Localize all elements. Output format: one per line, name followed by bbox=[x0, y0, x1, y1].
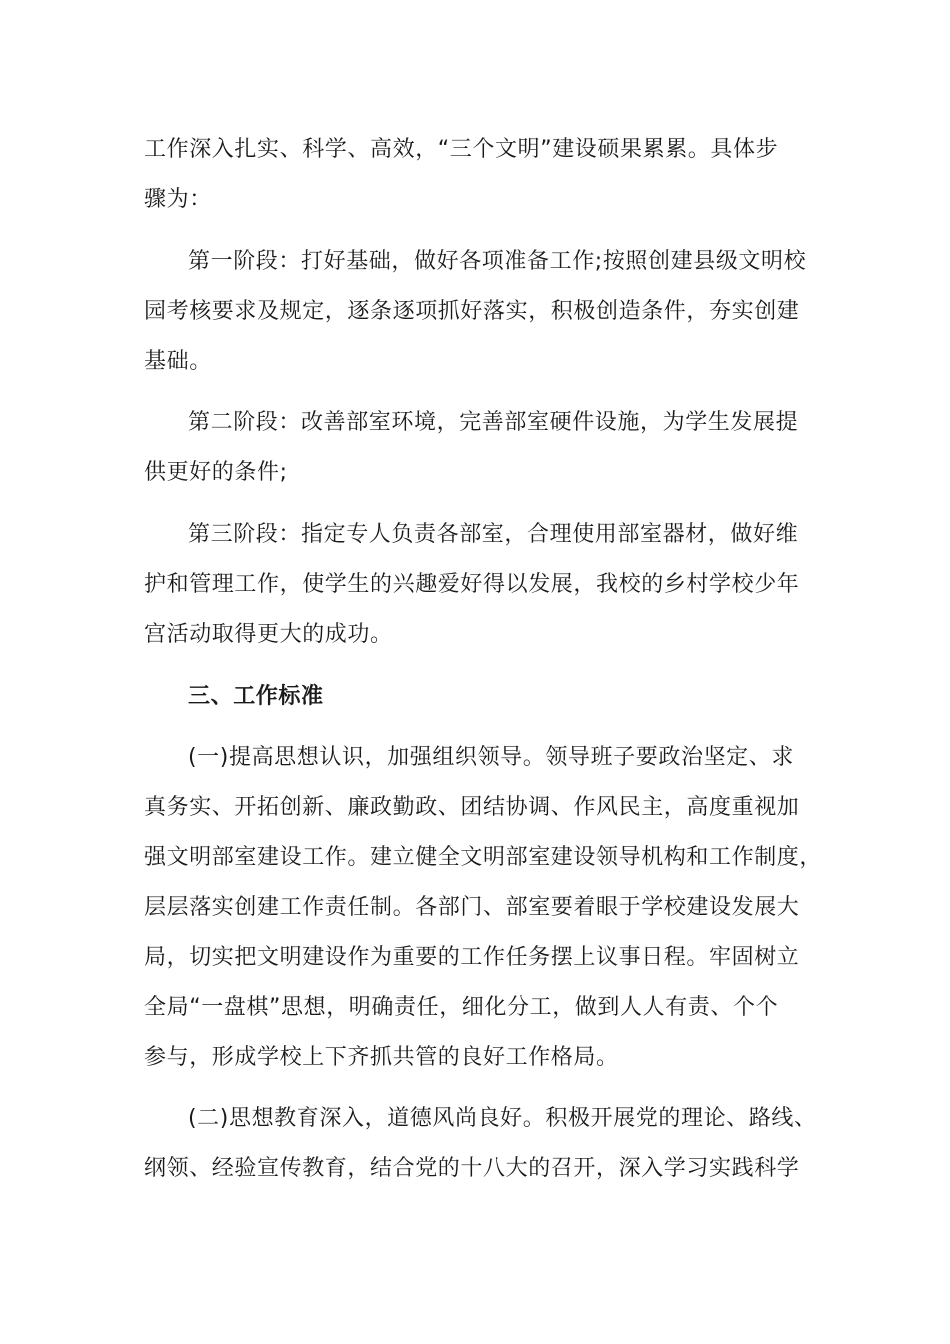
text-line: 供更好的条件; bbox=[144, 460, 288, 485]
paragraph-stage-two: 第二阶段：改善部室环境，完善部室硬件设施，为学生发展提 bbox=[188, 410, 799, 435]
text-line: 护和管理工作，使学生的兴趣爱好得以发展，我校的乡村学校少年 bbox=[144, 572, 800, 597]
text-line: 基础。 bbox=[144, 349, 212, 374]
text-line: 骤为： bbox=[144, 187, 212, 212]
paragraph-organization: (一)提高思想认识，加强组织领导。领导班子要政治坚定、求 bbox=[188, 745, 794, 770]
section-heading: 三、工作标准 bbox=[188, 684, 324, 709]
paragraph-moral-education: (二)思想教育深入，道德风尚良好。积极开展党的理论、路线、 bbox=[188, 1106, 817, 1131]
text-line: 宫活动取得更大的成功。 bbox=[144, 622, 393, 647]
text-line: 真务实、开拓创新、廉政勤政、团结协调、作风民主，高度重视加 bbox=[144, 795, 800, 820]
paragraph-stage-one: 第一阶段：打好基础，做好各项准备工作;按照创建县级文明校 bbox=[188, 249, 807, 274]
text-line: 纲领、经验宣传教育，结合党的十八大的召开，深入学习实践科学 bbox=[144, 1156, 800, 1181]
text-line: 层层落实创建工作责任制。各部门、部室要着眼于学校建设发展大 bbox=[144, 895, 800, 920]
text-line: 参与，形成学校上下齐抓共管的良好工作格局。 bbox=[144, 1045, 619, 1070]
text-line: 局，切实把文明建设作为重要的工作任务摆上议事日程。牢固树立 bbox=[144, 945, 800, 970]
text-line: 强文明部室建设工作。建立健全文明部室建设领导机构和工作制度， bbox=[144, 845, 823, 870]
paragraph-stage-three: 第三阶段：指定专人负责各部室，合理使用部室器材，做好维 bbox=[188, 522, 799, 547]
text-line: 全局“一盘棋”思想，明确责任，细化分工，做到人人有责、个个 bbox=[144, 995, 779, 1020]
text-line: 园考核要求及规定，逐条逐项抓好落实，积极创造条件，夯实创建 bbox=[144, 299, 800, 324]
text-line: 工作深入扎实、科学、高效，“三个文明”建设硕果累累。具体步 bbox=[144, 137, 779, 162]
